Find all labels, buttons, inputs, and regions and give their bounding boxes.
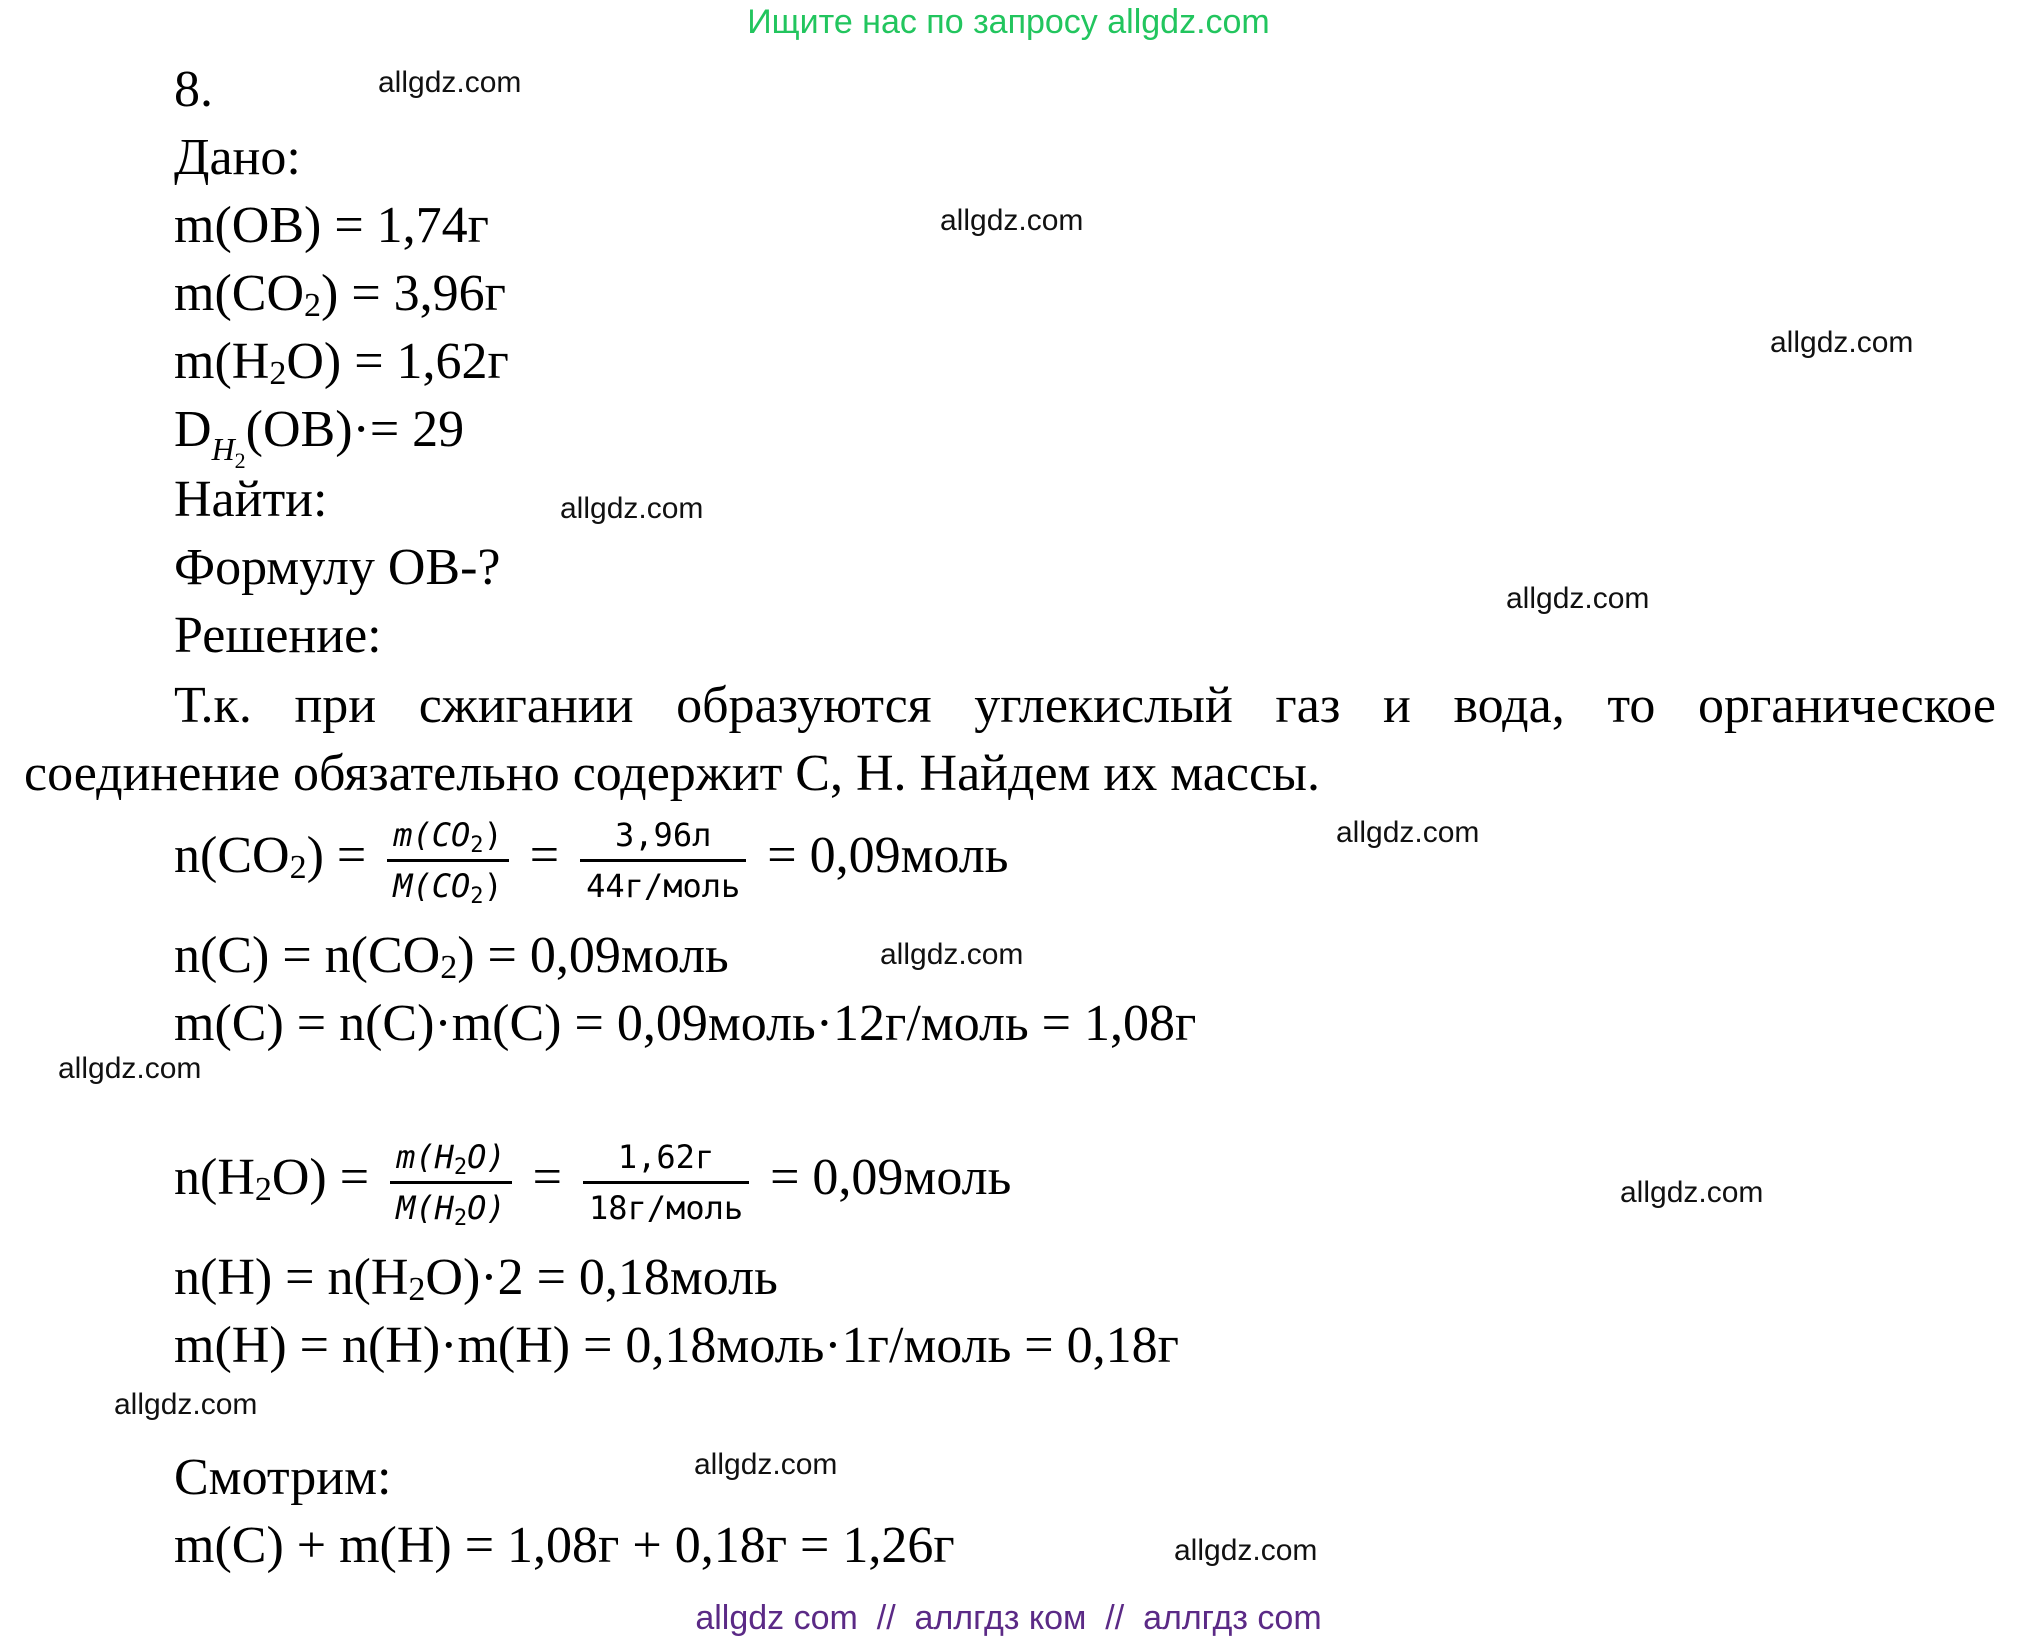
solution-paragraph: Т.к. при сжигании образуются углекислый газ и вода, то органическое соединение обязательно содержит С, Н. Найдем их массы. <box>24 677 1996 802</box>
watermark: allgdz.com <box>560 492 704 525</box>
check-label: Смотрим: <box>174 1449 392 1506</box>
watermark: allgdz.com <box>378 66 522 99</box>
fraction-m-over-M-co2: $\frac{m(CO_2)}{M(CO_2)}$ <box>387 815 509 906</box>
solution-label: Решение: <box>174 607 382 664</box>
watermark: allgdz.com <box>114 1388 258 1421</box>
given-label: Дано: <box>174 129 301 186</box>
given-density: $D_{H_2}(OB)\cdot= 29$ <box>174 401 465 473</box>
fraction-m-over-M-h2o: $\frac{m(H_2O)}{M(H_2O)}$ <box>390 1137 512 1228</box>
formula-m-h: m(H) = n(H)·m(H) = 0,18моль·1г/моль = 0,18г <box>174 1317 1179 1374</box>
formula-n-h: $n(H) = n(H_2O)\cdot 2$ = 0,18моль <box>174 1249 778 1308</box>
check-sum: m(C) + m(H) = 1,08г + 0,18г = 1,26г <box>174 1517 955 1574</box>
watermark: allgdz.com <box>1174 1534 1318 1567</box>
find-value: Формулу ОВ-? <box>174 539 501 596</box>
watermark: allgdz.com <box>1336 816 1480 849</box>
given-mass-h2o: $m(H_2O) = 1,62г$ <box>174 333 509 392</box>
watermark: allgdz.com <box>940 204 1084 237</box>
formula-m-c: m(C) = n(C)·m(C) = 0,09моль·12г/моль = 1,08г <box>174 995 1197 1052</box>
watermark: allgdz.com <box>58 1052 202 1085</box>
formula-n-c: $n(C) = n(CO_2)$ = 0,09моль <box>174 927 729 986</box>
problem-number: 8. <box>174 61 213 118</box>
top-banner: Ищите нас по запросу allgdz.com <box>747 3 1270 41</box>
watermark: allgdz.com <box>880 938 1024 971</box>
given-mass-ob: m(OB) = 1,74г <box>174 197 489 254</box>
formula-n-co2: $n(CO_2)$ = $\frac{m(CO_2)}{M(CO_2)}$ = $\frac{3,96л}{\text{44г/моль}}$ = 0,09моль <box>174 815 1009 909</box>
fraction-values-co2: $\frac{3,96л}{\text{44г/моль}}$ <box>580 815 746 906</box>
formula-n-h2o: $n(H_2O)$ = $\frac{m(H_2O)}{M(H_2O)}$ = $\frac{1,62г}{\text{18г/моль}}$ = 0,09моль <box>174 1137 1012 1231</box>
watermark: allgdz.com <box>1620 1176 1764 1209</box>
fraction-values-h2o: $\frac{1,62г}{\text{18г/моль}}$ <box>583 1137 749 1228</box>
watermark: allgdz.com <box>1506 582 1650 615</box>
given-mass-co2: $m(CO_2) = 3,96г$ <box>174 265 506 324</box>
watermark: allgdz.com <box>1770 326 1914 359</box>
find-label: Найти: <box>174 471 328 528</box>
watermark: allgdz.com <box>694 1448 838 1481</box>
bottom-banner: allgdz com // аллгдз ком // аллгдз com <box>695 1599 1322 1637</box>
